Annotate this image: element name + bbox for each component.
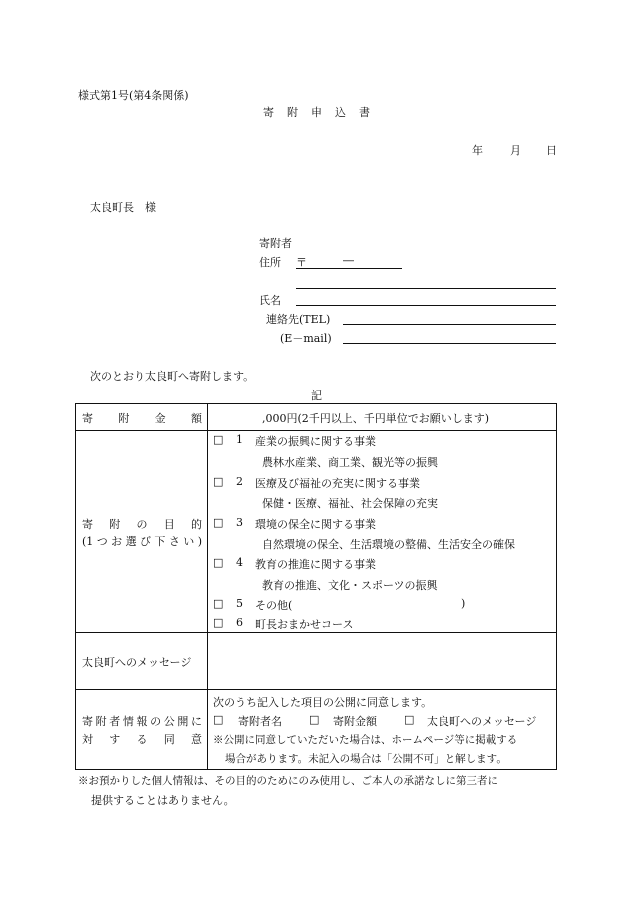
option-title: 環境の保全に関する事業 xyxy=(255,518,376,531)
checkbox-5[interactable]: □ xyxy=(213,597,224,610)
address-label: 住所 xyxy=(259,256,281,269)
option-title: その他( xyxy=(255,599,293,612)
option-title: 町長おまかせコース xyxy=(255,618,354,631)
option-detail: 自然環境の保全、生活環境の整備、生活安全の確保 xyxy=(262,538,515,551)
name-field[interactable] xyxy=(296,305,556,306)
other-purpose-field[interactable] xyxy=(300,597,455,611)
ki-label: 記 xyxy=(311,389,322,402)
intro-text: 次のとおり太良町へ寄附します。 xyxy=(90,370,255,383)
form-number: 様式第1号(第4条関係) xyxy=(78,89,189,102)
disclosure-label: 寄附者情報の公開に xyxy=(82,715,202,728)
disclosure-intro: 次のうち記入した項目の公開に同意します。 xyxy=(213,696,433,709)
option-number: 1 xyxy=(236,433,243,446)
addressee: 太良町長 様 xyxy=(90,201,156,214)
checkbox-2[interactable]: □ xyxy=(213,475,224,488)
message-label: 太良町へのメッセージ xyxy=(82,656,192,669)
checkbox-1[interactable]: □ xyxy=(213,433,224,446)
option-title: 産業の振興に関する事業 xyxy=(255,435,376,448)
donor-label: 寄附者 xyxy=(259,237,292,250)
privacy-note: ※お預かりした個人情報は、その目的のためにのみ使用し、ご本人の承諾なしに第三者に xyxy=(78,775,498,787)
checkbox-disclose-name[interactable]: □ xyxy=(213,713,224,726)
option-number: 4 xyxy=(236,556,243,569)
name-label: 氏名 xyxy=(259,294,281,307)
option-number: 3 xyxy=(236,516,243,529)
option-title: 医療及び福祉の充実に関する事業 xyxy=(255,477,420,490)
page-title: 寄 附 申 込 書 xyxy=(263,106,371,119)
postal-code-field[interactable] xyxy=(296,268,402,269)
disclose-amount-label: 寄附金額 xyxy=(333,715,377,728)
email-label: (E－mail) xyxy=(280,332,332,345)
tel-label: 連絡先(TEL) xyxy=(266,313,331,326)
disclose-name-label: 寄附者名 xyxy=(238,715,282,728)
amount-field[interactable] xyxy=(212,424,260,425)
option-number: 6 xyxy=(236,616,243,629)
message-field[interactable] xyxy=(210,635,553,687)
checkbox-disclose-amount[interactable]: □ xyxy=(309,713,320,726)
checkbox-6[interactable]: □ xyxy=(213,616,224,629)
disclosure-note: ※公開に同意していただいた場合は、ホームページ等に掲載する xyxy=(213,734,518,746)
option-close-paren: ) xyxy=(461,597,466,610)
checkbox-4[interactable]: □ xyxy=(213,556,224,569)
option-number: 2 xyxy=(236,475,243,488)
postal-mark: 〒 xyxy=(296,256,307,269)
disclose-message-label: 太良町へのメッセージ xyxy=(427,715,537,728)
privacy-note-2: 提供することはありません。 xyxy=(91,794,235,807)
amount-text: ,000円(2千円以上、千円単位でお願いします) xyxy=(262,412,490,425)
option-number: 5 xyxy=(236,597,243,610)
amount-label: 寄 附 金 額 xyxy=(82,412,202,425)
purpose-hint: (1つお選び下さい) xyxy=(82,535,202,548)
address-field[interactable] xyxy=(296,288,556,289)
postal-dash: ― xyxy=(343,254,354,267)
disclosure-note-2: 場合があります。未記入の場合は「公開不可」と解します。 xyxy=(225,753,507,765)
option-detail: 保健・医療、福祉、社会保障の充実 xyxy=(262,497,438,510)
option-detail: 教育の推進、文化・スポーツの振興 xyxy=(262,579,438,592)
checkbox-3[interactable]: □ xyxy=(213,516,224,529)
date-month: 月 xyxy=(510,144,521,157)
purpose-label: 寄 附 の 目 的 xyxy=(82,518,202,531)
email-field[interactable] xyxy=(343,343,556,344)
date-year: 年 xyxy=(472,144,483,157)
checkbox-disclose-message[interactable]: □ xyxy=(404,713,415,726)
option-title: 教育の推進に関する事業 xyxy=(255,558,376,571)
disclosure-label-2: 対 す る 同 意 xyxy=(82,733,202,746)
date-day: 日 xyxy=(546,144,557,157)
option-detail: 農林水産業、商工業、観光等の振興 xyxy=(262,456,438,469)
tel-field[interactable] xyxy=(343,324,556,325)
